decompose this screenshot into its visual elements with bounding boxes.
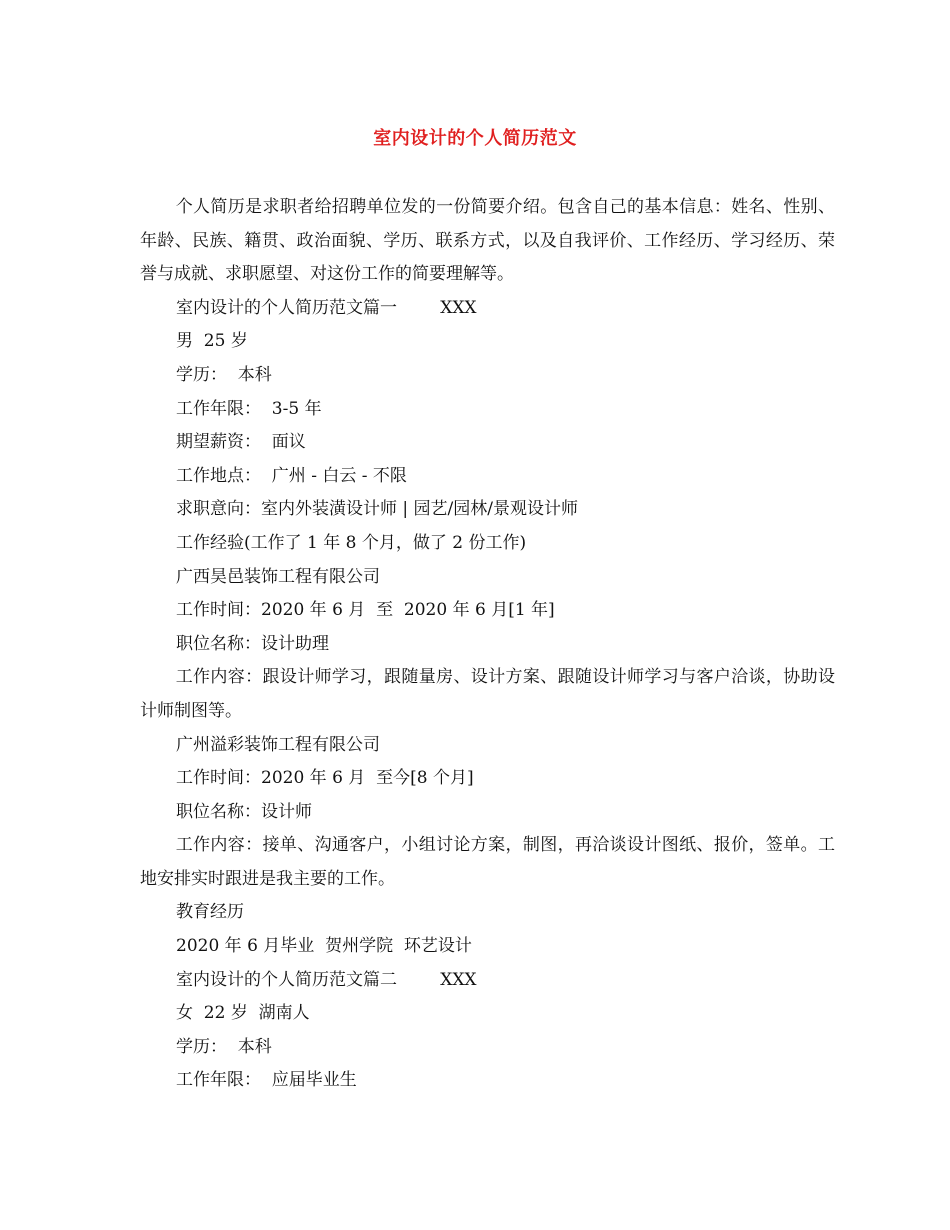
- job1-content: 工作内容：跟设计师学习，跟随量房、设计方案、跟随设计师学习与客户洽谈，协助设计师制图等。: [140, 667, 835, 721]
- sample1-work-years: 工作年限： 3-5 年: [176, 398, 322, 419]
- sample1-work-location: 工作地点： 广州 - 白云 - 不限: [176, 465, 407, 486]
- sample1-heading: 室内设计的个人简历范文篇一 XXX: [176, 297, 477, 318]
- sample1-basic-info: 男 25 岁: [176, 331, 248, 352]
- education-heading: 教育经历: [176, 902, 244, 923]
- intro-paragraph: 个人简历是求职者给招聘单位发的一份简要介绍。包含自己的基本信息：姓名、性别、年龄、民族、籍贯、政治面貌、学历、联系方式，以及自我评价、工作经历、学习经历、荣誉与成就、求职愿望、对这份工作的简要理解等。: [140, 197, 835, 285]
- job2-position: 职位名称：设计师: [176, 801, 312, 822]
- job1-time: 工作时间：2020 年 6 月 至 2020 年 6 月[1 年]: [176, 600, 555, 621]
- sample2-basic-info: 女 22 岁 湖南人: [176, 1003, 310, 1024]
- education-detail: 2020 年 6 月毕业 贺州学院 环艺设计: [176, 936, 472, 957]
- sample2-education: 学历： 本科: [176, 1036, 272, 1057]
- job1-position: 职位名称：设计助理: [176, 633, 329, 654]
- sample1-job-intention: 求职意向：室内外装潢设计师 | 园艺/园林/景观设计师: [176, 499, 578, 520]
- job2-company: 广州溢彩装饰工程有限公司: [176, 734, 380, 755]
- document-title: 室内设计的个人简历范文: [373, 128, 577, 149]
- sample1-expected-salary: 期望薪资： 面议: [176, 432, 306, 453]
- sample2-heading: 室内设计的个人简历范文篇二 XXX: [176, 969, 477, 990]
- job1-company: 广西昊邑装饰工程有限公司: [176, 566, 380, 587]
- sample2-work-years: 工作年限： 应届毕业生: [176, 1070, 357, 1091]
- sample1-education: 学历： 本科: [176, 364, 272, 385]
- job2-time: 工作时间：2020 年 6 月 至今[8 个月]: [176, 768, 474, 789]
- job2-content: 工作内容：接单、沟通客户，小组讨论方案，制图，再洽谈设计图纸、报价，签单。工地安排实时跟进是我主要的工作。: [140, 835, 835, 889]
- document-body: [140, 191, 835, 1098]
- sample1-experience-summary: 工作经验(工作了 1 年 8 个月，做了 2 份工作): [176, 532, 527, 553]
